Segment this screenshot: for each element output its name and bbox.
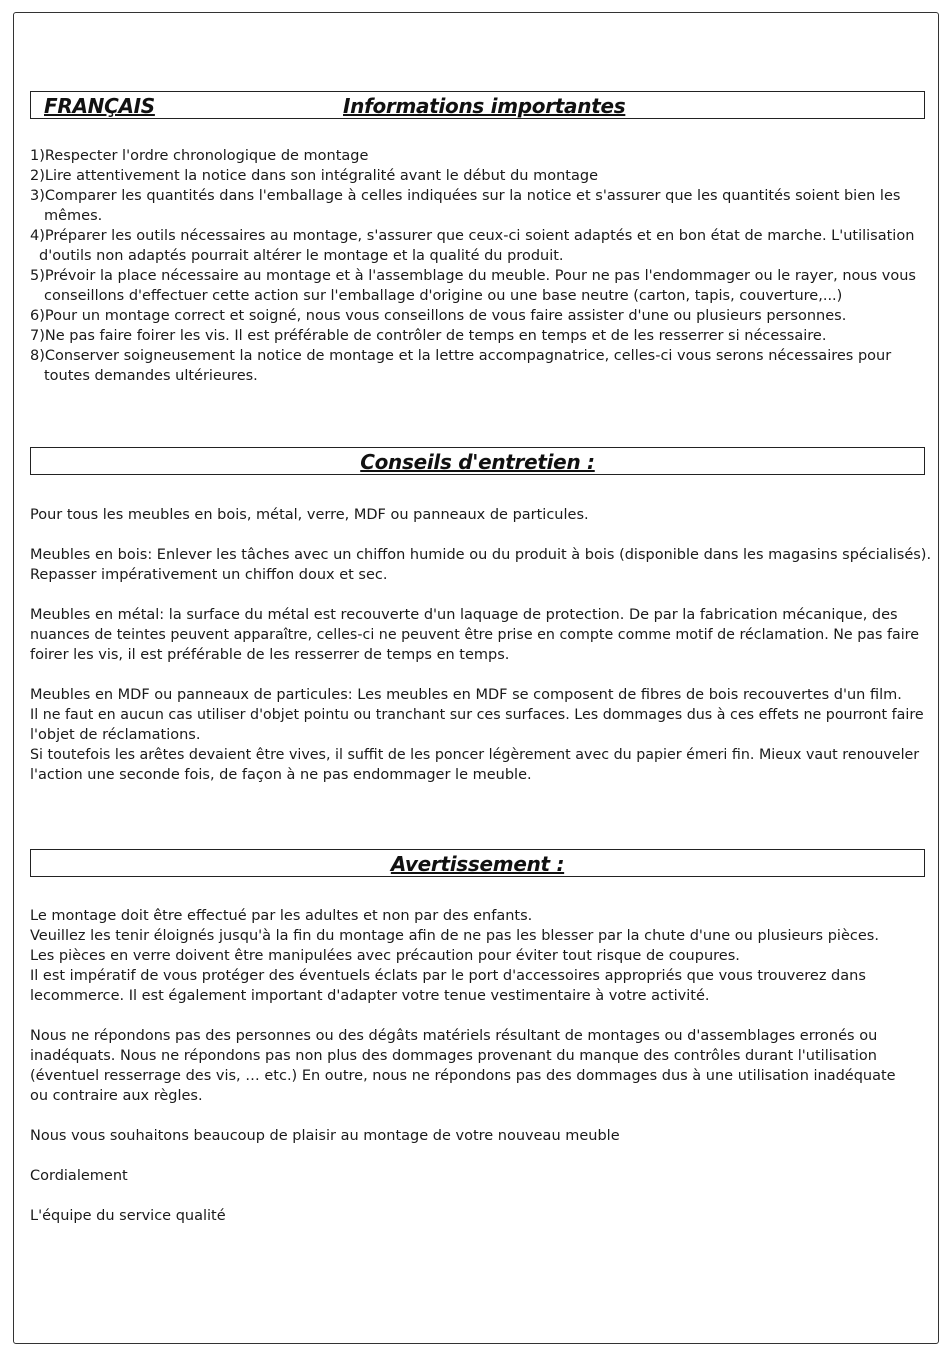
closing-greeting: Cordialement: [30, 1168, 128, 1184]
warning-line-2: Veuillez les tenir éloignés jusqu'à la fin du montage afin de ne pas les blesser par la chute d'une ou plusieurs pièces.: [30, 928, 879, 944]
warning-line-4: Il est impératif de vous protéger des éventuels éclats par le port d'accessoires appropriés que vous trouverez dans: [30, 968, 866, 984]
instruction-3: 3)Comparer les quantités dans l'emballage à celles indiquées sur la notice et s'assurer que les quantités soient bien les: [30, 188, 901, 204]
header-conseils-entretien: [30, 447, 925, 475]
warning-line-3: Les pièces en verre doivent être manipulées avec précaution pour éviter tout risque de coupures.: [30, 948, 740, 964]
warning-text: [30, 906, 930, 1226]
closing-wish: Nous vous souhaitons beaucoup de plaisir au montage de votre nouveau meuble: [30, 1128, 620, 1144]
maintenance-bois-cont: Repasser impérativement un chiffon doux et sec.: [30, 567, 388, 583]
section-title-conseils: Conseils d'entretien :: [360, 450, 595, 474]
instruction-5: 5)Prévoir la place nécessaire au montage et à l'assemblage du meuble. Pour ne pas l'endommager ou le rayer, nous vous: [30, 268, 916, 284]
closing-signature: L'équipe du service qualité: [30, 1208, 226, 1224]
instructions-list: [30, 146, 930, 386]
instruction-1: 1)Respecter l'ordre chronologique de montage: [30, 148, 369, 164]
maintenance-bois: Meubles en bois: Enlever les tâches avec un chiffon humide ou du produit à bois (disponible dans les magasins spécialisés).: [30, 547, 932, 563]
instruction-6: 6)Pour un montage correct et soigné, nous vous conseillons de vous faire assister d'une ou plusieurs personnes.: [30, 308, 847, 324]
header-avertissement: [30, 849, 925, 877]
maintenance-metal-cont1: nuances de teintes peuvent apparaître, celles-ci ne peuvent être prise en compte comme motif de réclamation. Ne pas faire: [30, 627, 919, 643]
maintenance-mdf: Meubles en MDF ou panneaux de particules: Les meubles en MDF se composent de fibres de bois recouvertes d'un film.: [30, 687, 902, 703]
liability-line-3: (éventuel resserrage des vis, … etc.) En outre, nous ne répondons pas des dommages dus à une utilisation inadéquate: [30, 1068, 896, 1084]
warning-line-1: Le montage doit être effectué par les adultes et non par des enfants.: [30, 908, 533, 924]
instruction-7: 7)Ne pas faire foirer les vis. Il est préférable de contrôler de temps en temps et de les resserrer si nécessaire.: [30, 328, 827, 344]
maintenance-mdf-cont2: l'objet de réclamations.: [30, 727, 201, 743]
maintenance-mdf-cont1: Il ne faut en aucun cas utiliser d'objet pointu ou tranchant sur ces surfaces. Les dommages dus à ces effets ne pourront faire: [30, 707, 924, 723]
section-title-avertissement: Avertissement :: [390, 852, 565, 876]
maintenance-metal-cont2: foirer les vis, il est préférable de les resserrer de temps en temps.: [30, 647, 510, 663]
language-label: FRANÇAIS: [44, 94, 155, 118]
instruction-3-cont: mêmes.: [44, 208, 103, 224]
maintenance-mdf-cont4: l'action une seconde fois, de façon à ne pas endommager le meuble.: [30, 767, 532, 783]
maintenance-intro: Pour tous les meubles en bois, métal, verre, MDF ou panneaux de particules.: [30, 507, 589, 523]
maintenance-text: [30, 505, 930, 785]
section-title-informations: Informations importantes: [343, 94, 626, 118]
instruction-8-cont: toutes demandes ultérieures.: [44, 368, 258, 384]
liability-line-4: ou contraire aux règles.: [30, 1088, 203, 1104]
liability-line-1: Nous ne répondons pas des personnes ou des dégâts matériels résultant de montages ou d'assemblages erronés ou: [30, 1028, 878, 1044]
maintenance-metal: Meubles en métal: la surface du métal est recouverte d'un laquage de protection. De par la fabrication mécanique, des: [30, 607, 898, 623]
header-informations-importantes: [30, 91, 925, 119]
maintenance-mdf-cont3: Si toutefois les arêtes devaient être vives, il suffit de les poncer légèrement avec du papier émeri fin. Mieux vaut renouveler: [30, 747, 920, 763]
warning-line-5: lecommerce. Il est également important d'adapter votre tenue vestimentaire à votre activité.: [30, 988, 710, 1004]
instruction-4: 4)Préparer les outils nécessaires au montage, s'assurer que ceux-ci soient adaptés et en bon état de marche. L'utilisation: [30, 228, 915, 244]
instruction-5-cont: conseillons d'effectuer cette action sur l'emballage d'origine ou une base neutre (carton, tapis, couverture,...): [44, 288, 843, 304]
instruction-2: 2)Lire attentivement la notice dans son intégralité avant le début du montage: [30, 168, 598, 184]
instruction-4-cont: d'outils non adaptés pourrait altérer le montage et la qualité du produit.: [39, 248, 564, 264]
liability-line-2: inadéquats. Nous ne répondons pas non plus des dommages provenant du manque des contrôles durant l'utilisation: [30, 1048, 877, 1064]
instruction-8: 8)Conserver soigneusement la notice de montage et la lettre accompagnatrice, celles-ci vous serons nécessaires pour: [30, 348, 892, 364]
